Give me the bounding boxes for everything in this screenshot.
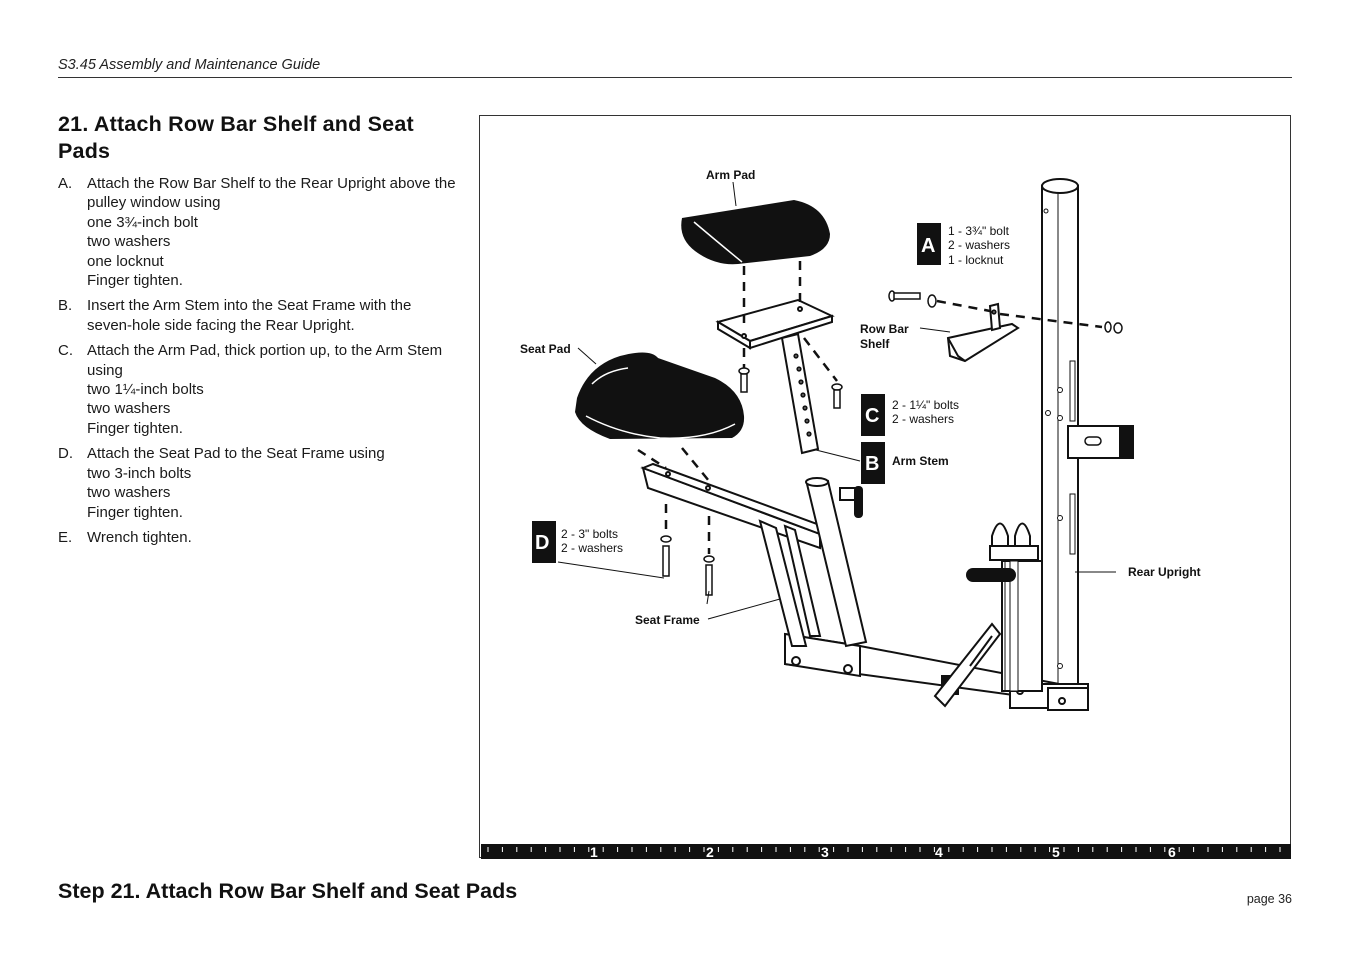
label-seat-pad: Seat Pad <box>520 342 571 356</box>
page-number: page 36 <box>1246 892 1292 906</box>
step-body <box>87 296 458 335</box>
step-line: one locknut <box>87 252 164 270</box>
step-body <box>87 341 458 438</box>
step-line: Insert the Arm Stem into the Seat Frame with the seven-hole side facing the Rear Upright. <box>87 297 412 334</box>
row-bar-shelf <box>948 304 1018 361</box>
assembly-diagram <box>479 115 1291 858</box>
callout-a-letter: A <box>921 235 936 257</box>
callout-a-line: 1 - 3¾" bolt <box>948 224 1009 238</box>
step-line: Attach the Row Bar Shelf to the Rear Upright above the pulley window using <box>87 175 456 212</box>
scale-number: 6 <box>1168 844 1176 859</box>
step-line: Finger tighten. <box>87 419 183 437</box>
step-c <box>58 341 458 438</box>
callout-d-letter: D <box>535 532 550 554</box>
assembly-illustration <box>480 116 1292 859</box>
arm-pad <box>681 200 830 264</box>
label-arm-stem: Arm Stem <box>892 454 949 468</box>
section-title: 21. Attach Row Bar Shelf and Seat Pads <box>58 112 414 163</box>
callout-d <box>532 521 623 563</box>
step-letter: D. <box>58 445 73 463</box>
callout-d-line: 2 - 3" bolts <box>561 527 618 541</box>
step-line: Finger tighten. <box>87 272 183 290</box>
pulley-tower <box>990 524 1042 692</box>
step-d <box>58 444 458 522</box>
step-body <box>87 528 192 547</box>
label-shelf: Shelf <box>860 337 890 351</box>
step-e <box>58 528 458 547</box>
label-rear-upright: Rear Upright <box>1128 565 1201 579</box>
step-line: two 3-inch bolts <box>87 464 192 482</box>
handle-grip <box>966 568 1016 582</box>
scale-number: 1 <box>590 844 598 859</box>
label-row-bar: Row Bar <box>860 322 909 336</box>
header-divider <box>58 77 1292 78</box>
step-body <box>87 174 458 290</box>
step-letter: E. <box>58 528 73 546</box>
callout-a-line: 2 - washers <box>948 238 1011 252</box>
guide-title: S3.45 Assembly and Maintenance Guide <box>58 57 321 73</box>
step-letter: A. <box>58 175 73 192</box>
callout-c-line: 2 - 1¼" bolts <box>892 398 959 412</box>
callout-c-letter: C <box>865 405 880 427</box>
scale-number: 2 <box>706 844 714 859</box>
step-line: two washers <box>87 484 171 502</box>
step-b <box>58 296 458 335</box>
scale-number: 4 <box>935 844 943 859</box>
step-line: Finger tighten. <box>87 503 183 521</box>
bolts-d <box>661 536 714 595</box>
callout-c <box>861 394 959 436</box>
step-line: Attach the Arm Pad, thick portion up, to the Arm Stem using <box>87 342 443 379</box>
rear-upright-post <box>1042 179 1133 696</box>
label-arm-pad: Arm Pad <box>706 168 756 182</box>
pop-pin-knob <box>840 486 863 518</box>
step-body <box>87 444 385 522</box>
arm-pad-bracket <box>718 300 832 348</box>
callout-d-line: 2 - washers <box>561 541 624 555</box>
callout-a-line: 1 - locknut <box>948 253 1004 267</box>
scale-number: 3 <box>821 844 829 859</box>
scale-number: 5 <box>1052 844 1060 859</box>
callout-c-line: 2 - washers <box>892 412 955 426</box>
step-footer-title: Step 21. Attach Row Bar Shelf and Seat Pads <box>58 879 518 903</box>
step-line: Wrench tighten. <box>87 528 192 546</box>
step-line: two washers <box>87 233 171 251</box>
step-line: two washers <box>87 400 171 418</box>
scale-bar <box>481 844 1291 859</box>
step-line: one 3¾-inch bolt <box>87 213 198 231</box>
step-line: Attach the Seat Pad to the Seat Frame using <box>87 445 385 463</box>
seat-pad <box>575 352 744 439</box>
callout-a <box>917 223 1010 267</box>
step-letter: B. <box>58 297 73 315</box>
instruction-steps <box>58 174 458 553</box>
callout-b-letter: B <box>865 453 880 475</box>
step-letter: C. <box>58 342 73 360</box>
step-line: two 1¼-inch bolts <box>87 381 204 399</box>
callout-b <box>861 442 885 484</box>
label-seat-frame: Seat Frame <box>635 613 700 627</box>
step-a <box>58 174 458 290</box>
